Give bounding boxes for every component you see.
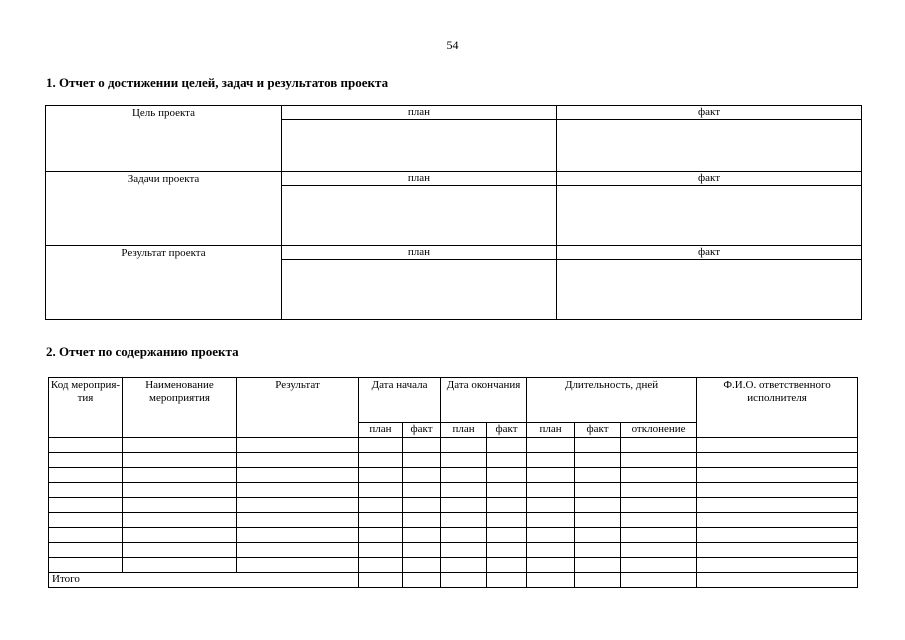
table-cell[interactable] <box>403 453 441 468</box>
page-number: 54 <box>446 38 459 52</box>
table-cell[interactable] <box>621 558 697 573</box>
duration-deviation-header: отклонение <box>621 423 697 438</box>
table-cell[interactable] <box>49 483 123 498</box>
tasks-fact-value[interactable] <box>557 186 862 246</box>
table-row <box>49 468 858 483</box>
total-row <box>49 573 858 588</box>
table-cell[interactable] <box>237 438 359 453</box>
table-cell[interactable] <box>487 573 527 588</box>
table-cell[interactable] <box>123 558 237 573</box>
table-cell[interactable] <box>441 543 487 558</box>
table-row <box>49 483 858 498</box>
table-cell[interactable] <box>403 498 441 513</box>
table-body <box>49 438 858 573</box>
table-row <box>49 513 858 528</box>
table-cell[interactable] <box>237 483 359 498</box>
name-header: Наименование мероприятия <box>123 378 237 438</box>
section1-title: 1. Отчет о достижении целей, задач и результатов проекта <box>46 75 389 90</box>
table-cell[interactable] <box>237 543 359 558</box>
table-cell[interactable] <box>49 468 123 483</box>
result-plan-header: план <box>282 246 557 260</box>
table-cell[interactable] <box>123 543 237 558</box>
table-cell[interactable] <box>403 573 441 588</box>
table-cell[interactable] <box>621 438 697 453</box>
table-cell[interactable] <box>359 483 403 498</box>
table-cell[interactable] <box>697 498 858 513</box>
table-cell[interactable] <box>49 498 123 513</box>
table-cell[interactable] <box>697 453 858 468</box>
table-cell[interactable] <box>237 468 359 483</box>
tasks-plan-value[interactable] <box>282 186 557 246</box>
table-cell[interactable] <box>441 558 487 573</box>
tasks-plan-header: план <box>282 172 557 186</box>
table-cell[interactable] <box>123 483 237 498</box>
table-cell[interactable] <box>359 438 403 453</box>
table-cell[interactable] <box>697 468 858 483</box>
table-cell[interactable] <box>441 528 487 543</box>
table-cell[interactable] <box>49 438 123 453</box>
table-cell[interactable] <box>487 468 527 483</box>
table-cell[interactable] <box>575 558 621 573</box>
table-cell[interactable] <box>403 528 441 543</box>
table-cell[interactable] <box>527 498 575 513</box>
table-row <box>49 453 858 468</box>
table-cell[interactable] <box>359 498 403 513</box>
table-cell[interactable] <box>237 453 359 468</box>
table-cell[interactable] <box>527 573 575 588</box>
table-cell[interactable] <box>403 438 441 453</box>
table-cell[interactable] <box>575 528 621 543</box>
table-cell[interactable] <box>621 453 697 468</box>
table-cell[interactable] <box>49 453 123 468</box>
table-cell[interactable] <box>621 543 697 558</box>
table-cell[interactable] <box>527 528 575 543</box>
table-cell[interactable] <box>441 513 487 528</box>
table-cell[interactable] <box>403 543 441 558</box>
table-row <box>49 543 858 558</box>
table-cell[interactable] <box>575 498 621 513</box>
table-cell[interactable] <box>403 483 441 498</box>
table-cell[interactable] <box>697 513 858 528</box>
table-cell[interactable] <box>575 438 621 453</box>
table-cell[interactable] <box>123 438 237 453</box>
duration-plan-header: план <box>527 423 575 438</box>
end-fact-header: факт <box>487 423 527 438</box>
table-cell[interactable] <box>359 468 403 483</box>
table-cell[interactable] <box>403 558 441 573</box>
tasks-label: Задачи проекта <box>46 172 282 246</box>
section2-title: 2. Отчет по содержанию проекта <box>46 344 239 359</box>
table-header-row <box>49 378 858 423</box>
table-cell[interactable] <box>123 498 237 513</box>
table-cell[interactable] <box>237 498 359 513</box>
table-cell[interactable] <box>123 528 237 543</box>
table-cell[interactable] <box>621 483 697 498</box>
result-header: Результат <box>237 378 359 438</box>
table-cell[interactable] <box>527 438 575 453</box>
table-cell[interactable] <box>403 468 441 483</box>
table-row <box>49 438 858 453</box>
result-header-row <box>46 246 862 260</box>
goals-report-table <box>45 105 862 320</box>
result-fact-value[interactable] <box>557 260 862 320</box>
table-cell[interactable] <box>697 528 858 543</box>
table-cell[interactable] <box>237 528 359 543</box>
result-fact-header: факт <box>557 246 862 260</box>
table-cell[interactable] <box>487 528 527 543</box>
table-cell[interactable] <box>359 573 403 588</box>
table-cell[interactable] <box>441 438 487 453</box>
goal-label: Цель проекта <box>46 106 282 172</box>
table-cell[interactable] <box>575 573 621 588</box>
table-cell[interactable] <box>441 483 487 498</box>
table-cell[interactable] <box>527 558 575 573</box>
table-cell[interactable] <box>49 528 123 543</box>
goal-plan-header: план <box>282 106 557 120</box>
duration-header: Длительность, дней <box>527 378 697 423</box>
table-cell[interactable] <box>123 453 237 468</box>
table-cell[interactable] <box>527 453 575 468</box>
table-cell[interactable] <box>697 573 858 588</box>
table-cell[interactable] <box>441 498 487 513</box>
end-plan-header: план <box>441 423 487 438</box>
tasks-fact-header: факт <box>557 172 862 186</box>
duration-fact-header: факт <box>575 423 621 438</box>
start-date-header: Дата начала <box>359 378 441 423</box>
table-row <box>49 528 858 543</box>
content-report-table <box>48 377 858 588</box>
table-cell[interactable] <box>575 483 621 498</box>
responsible-header: Ф.И.О. ответственного исполнителя <box>697 378 858 438</box>
table-cell[interactable] <box>359 453 403 468</box>
table-cell[interactable] <box>359 558 403 573</box>
table-cell[interactable] <box>237 513 359 528</box>
table-cell[interactable] <box>575 513 621 528</box>
table-cell[interactable] <box>487 558 527 573</box>
table-cell[interactable] <box>527 483 575 498</box>
table-cell[interactable] <box>359 513 403 528</box>
table-cell[interactable] <box>49 558 123 573</box>
table-cell[interactable] <box>123 468 237 483</box>
goal-plan-value[interactable] <box>282 120 557 172</box>
table-cell[interactable] <box>621 468 697 483</box>
table-row <box>49 558 858 573</box>
table-cell[interactable] <box>697 438 858 453</box>
table-cell[interactable] <box>441 453 487 468</box>
table-cell[interactable] <box>487 513 527 528</box>
table-cell[interactable] <box>575 453 621 468</box>
table-cell[interactable] <box>621 513 697 528</box>
table-cell[interactable] <box>49 543 123 558</box>
result-label: Результат проекта <box>46 246 282 320</box>
table-cell[interactable] <box>359 528 403 543</box>
table-cell[interactable] <box>621 573 697 588</box>
table-cell[interactable] <box>697 483 858 498</box>
code-header: Код мероприя-тия <box>49 378 123 438</box>
table-cell[interactable] <box>527 543 575 558</box>
table-cell[interactable] <box>403 513 441 528</box>
table-cell[interactable] <box>441 468 487 483</box>
goal-fact-header: факт <box>557 106 862 120</box>
table-row <box>49 498 858 513</box>
table-cell[interactable] <box>697 558 858 573</box>
start-fact-header: факт <box>403 423 441 438</box>
table-cell[interactable] <box>487 543 527 558</box>
table-cell[interactable] <box>487 498 527 513</box>
tasks-header-row <box>46 172 862 186</box>
end-date-header: Дата окончания <box>441 378 527 423</box>
goal-header-row <box>46 106 862 120</box>
result-plan-value[interactable] <box>282 260 557 320</box>
table-cell[interactable] <box>621 498 697 513</box>
table-cell[interactable] <box>441 573 487 588</box>
table-cell[interactable] <box>49 513 123 528</box>
table-cell[interactable] <box>487 438 527 453</box>
table-cell[interactable] <box>697 543 858 558</box>
total-label: Итого <box>49 573 359 588</box>
goal-fact-value[interactable] <box>557 120 862 172</box>
table-cell[interactable] <box>487 453 527 468</box>
table-cell[interactable] <box>123 513 237 528</box>
table-cell[interactable] <box>237 558 359 573</box>
table-cell[interactable] <box>575 543 621 558</box>
table-cell[interactable] <box>487 483 527 498</box>
table-cell[interactable] <box>527 513 575 528</box>
table-cell[interactable] <box>527 468 575 483</box>
table-cell[interactable] <box>575 468 621 483</box>
table-cell[interactable] <box>359 543 403 558</box>
start-plan-header: план <box>359 423 403 438</box>
table-cell[interactable] <box>621 528 697 543</box>
